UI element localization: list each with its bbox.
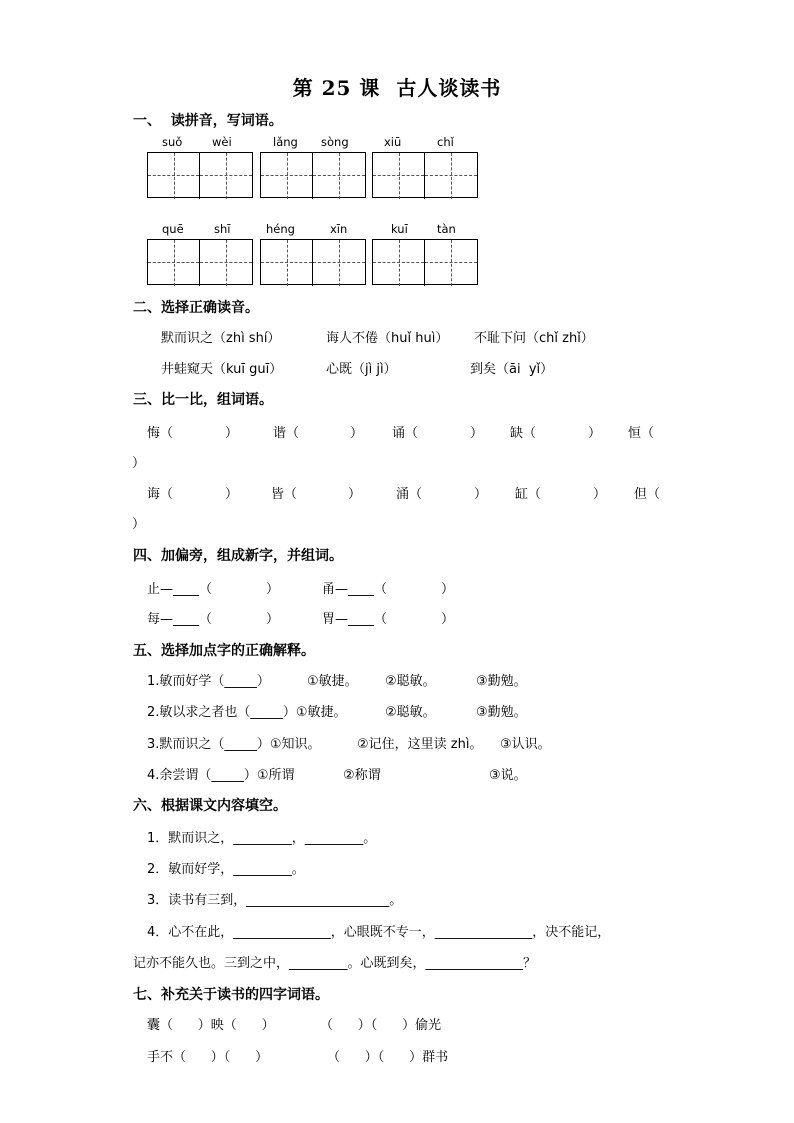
pinyin: xiū (384, 135, 402, 149)
question-item: 诲人不倦（huǐ huì） (326, 331, 449, 346)
blank-open: 缺（ (510, 426, 537, 441)
question-item: 井蛙窥天（kuī guī） (161, 362, 283, 377)
blank-open: 缸（ (515, 487, 542, 502)
pinyin: héng (266, 222, 295, 236)
blank-close: ） (588, 426, 602, 441)
writing-grid[interactable] (147, 239, 253, 285)
option: ②聪敏。 (385, 674, 436, 689)
writing-grid[interactable] (260, 239, 366, 285)
section-1-heading: 一、 读拼音，写词语。 (133, 113, 283, 129)
idiom-blank: 手不（ ）（ ） (147, 1050, 269, 1065)
blank-close: ） (470, 426, 484, 441)
pinyin: quē (162, 222, 184, 236)
option: ①敏捷。 (307, 674, 358, 689)
section-4-heading: 四、加偏旁，组成新字，并组词。 (133, 548, 343, 564)
blank-close: ） (225, 487, 239, 502)
option: ③认识。 (500, 737, 551, 752)
question-item: 心既（jì jì） (326, 362, 397, 377)
pinyin: xīn (330, 222, 348, 236)
blank-close: ） (593, 487, 607, 502)
pinyin: chǐ (437, 135, 454, 149)
blank-close: ） (266, 582, 280, 597)
section-2-heading: 二、选择正确读音。 (133, 300, 259, 316)
option: ②称谓 (343, 768, 381, 783)
idiom-blank: （ ）（ ）群书 (327, 1050, 449, 1065)
option: ③说。 (489, 768, 527, 783)
question-item: 每—____（ (147, 612, 213, 627)
section-3-heading: 三、比一比，组词语。 (133, 392, 273, 408)
blank-open: 涌（ (396, 487, 423, 502)
fill-line: 3．读书有三到，______________________。 (147, 893, 403, 908)
fill-line: 4．心不在此，_______________，心眼既不专一，_______________，决不能记， (147, 925, 611, 940)
writing-grid[interactable] (372, 152, 478, 198)
blank-close: ） (266, 612, 280, 627)
pinyin: wèi (212, 135, 232, 149)
blank-open: 皆（ (271, 487, 298, 502)
blank-open: 悔（ (147, 426, 174, 441)
idiom-blank: 囊（ ）映（ ） (147, 1018, 275, 1033)
question-item: 1.敏而好学（_____） (147, 674, 270, 689)
question-item: 3.默而识之（_____）①知识。 (147, 737, 321, 752)
blank-open: 恒（ (628, 426, 655, 441)
blank-open: 诵（ (392, 426, 419, 441)
question-item: 止—____（ (147, 582, 213, 597)
blank-close: ） (441, 612, 455, 627)
blank-close: ） (350, 426, 364, 441)
section-7-heading: 七、补充关于读书的四字词语。 (133, 987, 329, 1003)
option: ③勤勉。 (476, 674, 527, 689)
page-title: 第 25 课 古人谈读书 (292, 76, 502, 100)
section-6-heading: 六、根据课文内容填空。 (133, 798, 287, 814)
option: ②记住，这里读 zhì。 (357, 737, 483, 752)
blank-close: ） (225, 426, 239, 441)
blank-close: ） (474, 487, 488, 502)
question-item: 不耻下问（chǐ zhǐ） (474, 331, 594, 346)
option: ③勤勉。 (476, 705, 527, 720)
blank-open: 诲（ (147, 487, 174, 502)
blank-open: 谐（ (273, 426, 300, 441)
pinyin: kuī (391, 222, 408, 236)
writing-grid[interactable] (147, 152, 253, 198)
question-item: 2.敏以求之者也（_____）①敏捷。 (147, 705, 347, 720)
fill-line: 1．默而识之，_________，_________。 (147, 831, 377, 846)
blank-close: ） (441, 582, 455, 597)
blank-close: ） (132, 456, 146, 471)
fill-line: 记亦不能久也。三到之中，_________。心既到矣，_______________？ (133, 956, 537, 971)
question-item: 胃—____（ (322, 612, 388, 627)
blank-close: ） (132, 517, 146, 532)
question-item: 到矣（āi yǐ） (470, 362, 554, 377)
blank-open: 但（ (634, 487, 661, 502)
idiom-blank: （ ）（ ）偷光 (320, 1018, 442, 1033)
section-5-heading: 五、选择加点字的正确解释。 (133, 643, 315, 659)
pinyin: lǎng (273, 135, 298, 149)
fill-line: 2．敏而好学，_________。 (147, 862, 305, 877)
pinyin: tàn (437, 222, 456, 236)
pinyin: sòng (321, 135, 349, 149)
writing-grid[interactable] (372, 239, 478, 285)
blank-close: ） (348, 487, 362, 502)
pinyin: shī (214, 222, 231, 236)
question-item: 甬—____（ (322, 582, 388, 597)
pinyin: suǒ (162, 135, 183, 149)
writing-grid[interactable] (260, 152, 366, 198)
question-item: 4.余尝谓（_____）①所谓 (147, 768, 295, 783)
option: ②聪敏。 (385, 705, 436, 720)
question-item: 默而识之（zhì shí） (161, 331, 281, 346)
